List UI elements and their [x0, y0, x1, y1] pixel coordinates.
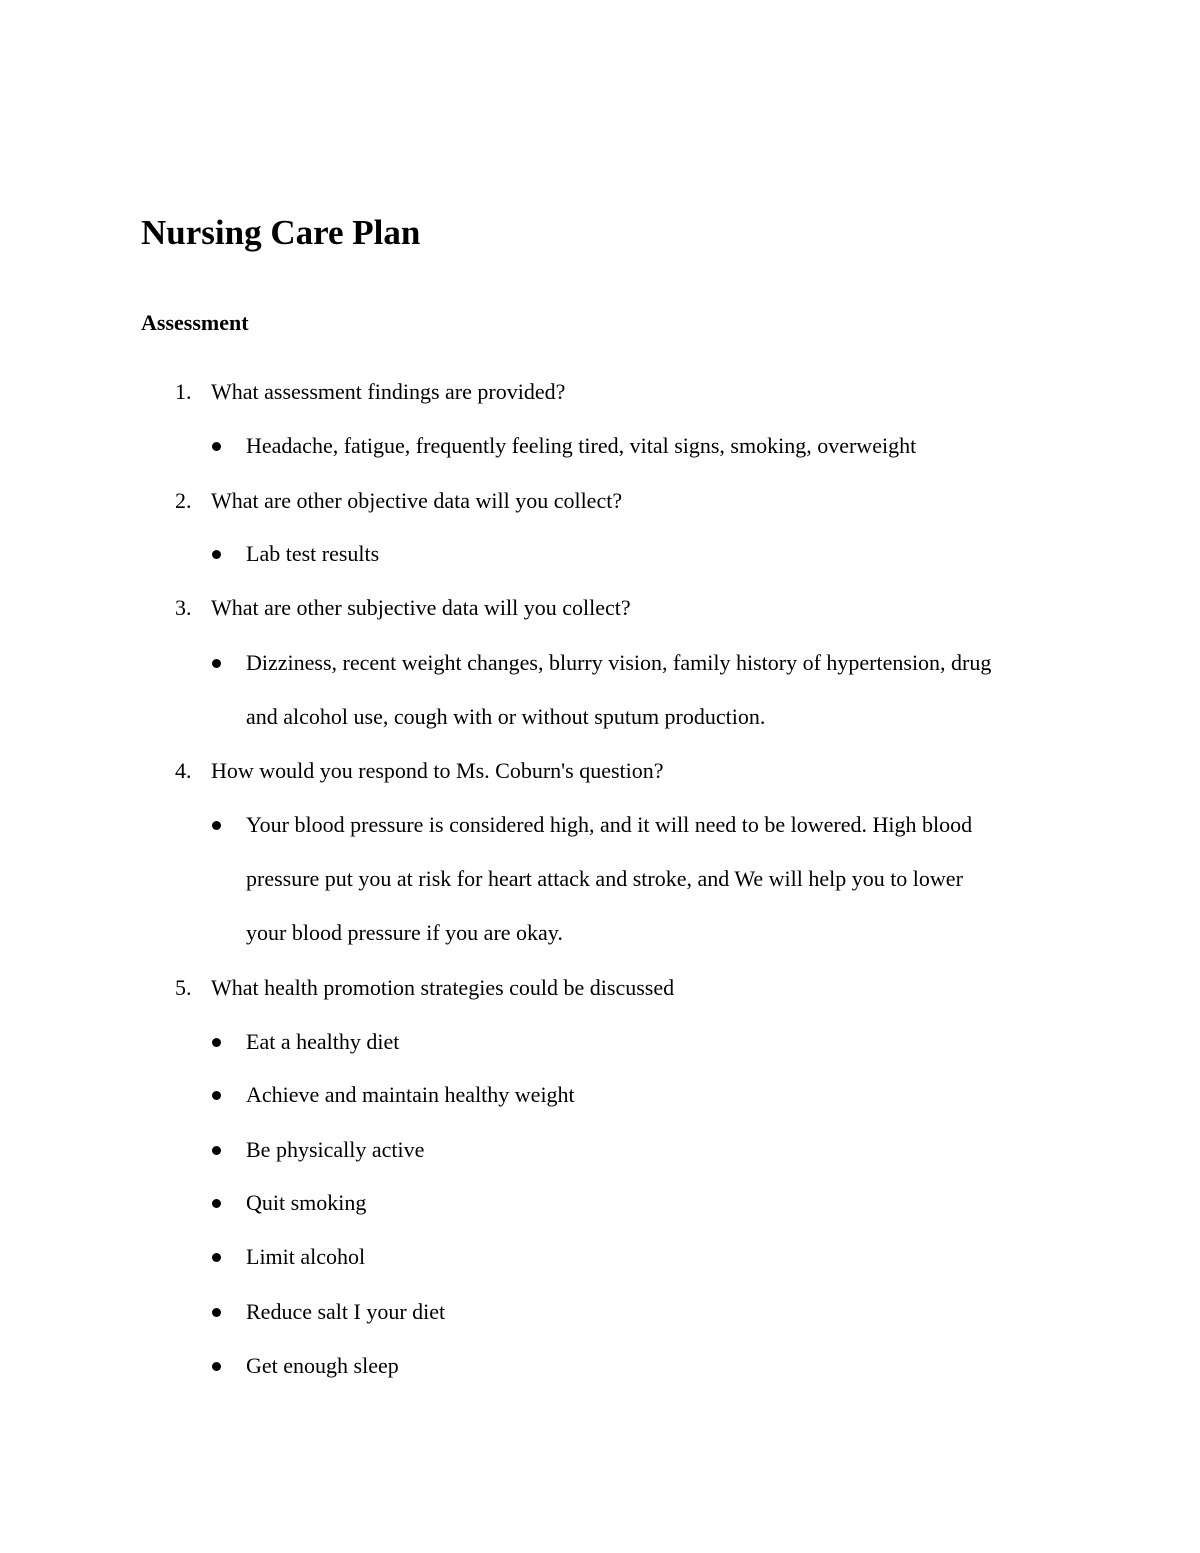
bullet-icon — [212, 1199, 221, 1208]
question-text: How would you respond to Ms. Coburn's question? — [211, 758, 664, 783]
answer-line: Headache, fatigue, frequently feeling tired, vital signs, smoking, overweight — [246, 433, 917, 458]
question-text: What are other objective data will you collect? — [211, 488, 623, 513]
answer-line: pressure put you at risk for heart attack and stroke, and We will help you to lower — [246, 866, 963, 891]
question-number: 1. — [175, 379, 192, 404]
answer-line: Limit alcohol — [246, 1244, 366, 1269]
section-heading-assessment: Assessment — [141, 310, 249, 335]
bullet-icon — [212, 821, 221, 830]
answer-line: Achieve and maintain healthy weight — [246, 1082, 575, 1107]
answer-line: your blood pressure if you are okay. — [246, 920, 563, 945]
bullet-icon — [212, 550, 221, 559]
answer-line: Quit smoking — [246, 1190, 367, 1215]
answer-line: Reduce salt I your diet — [246, 1299, 446, 1324]
answer-line: Be physically active — [246, 1137, 425, 1162]
question-number: 4. — [175, 758, 192, 783]
question-number: 2. — [175, 488, 192, 513]
answer-line: and alcohol use, cough with or without sputum production. — [246, 704, 766, 729]
bullet-icon — [212, 659, 221, 668]
question-text: What assessment findings are provided? — [211, 379, 566, 404]
document-title: Nursing Care Plan — [141, 213, 421, 252]
answer-line: Your blood pressure is considered high, and it will need to be lowered. High blood — [246, 812, 973, 837]
bullet-icon — [212, 442, 221, 451]
bullet-icon — [212, 1146, 221, 1155]
question-text: What are other subjective data will you collect? — [211, 595, 631, 620]
bullet-icon — [212, 1253, 221, 1262]
question-number: 3. — [175, 595, 192, 620]
bullet-icon — [212, 1362, 221, 1371]
bullet-icon — [212, 1308, 221, 1317]
answer-line: Eat a healthy diet — [246, 1029, 400, 1054]
question-number: 5. — [175, 975, 192, 1000]
answer-line: Dizziness, recent weight changes, blurry vision, family history of hypertension, drug — [246, 650, 992, 675]
bullet-icon — [212, 1091, 221, 1100]
bullet-icon — [212, 1038, 221, 1047]
question-text: What health promotion strategies could be discussed — [211, 975, 675, 1000]
answer-line: Lab test results — [246, 541, 380, 566]
answer-line: Get enough sleep — [246, 1353, 399, 1378]
